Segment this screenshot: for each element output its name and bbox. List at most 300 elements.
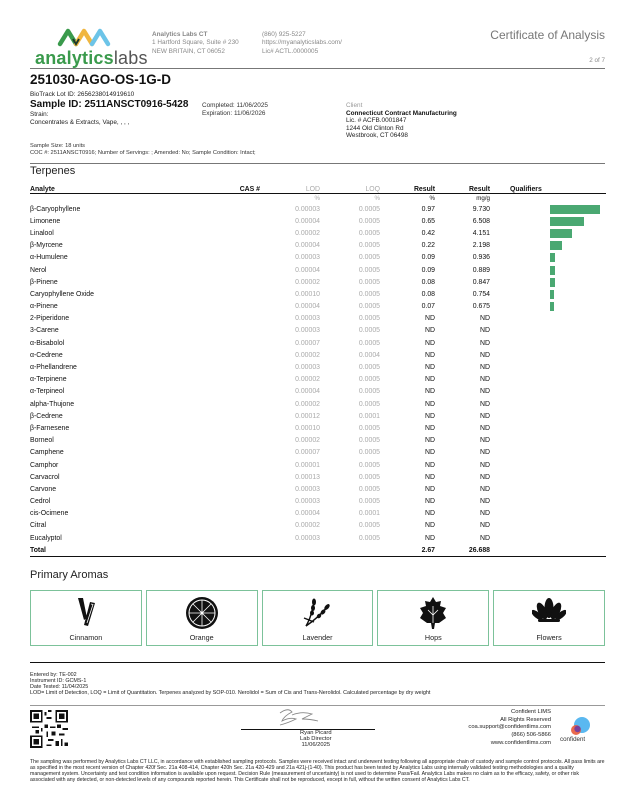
loq-value: 0.0005 <box>358 229 380 237</box>
analyte-name: α-Bisabolol <box>30 339 65 347</box>
analyte-name: α-Humulene <box>30 254 68 262</box>
entered-by: Entered by: TE-002 <box>30 672 77 678</box>
cas-number <box>210 532 260 544</box>
col-qualifiers: Qualifiers <box>490 182 606 193</box>
loq-value: 0.0005 <box>358 473 380 481</box>
cas-number <box>210 276 260 288</box>
total-mg: 26.688 <box>435 544 490 556</box>
result-pct: 0.09 <box>421 266 435 274</box>
result-mg: ND <box>480 315 490 323</box>
result-mg: ND <box>480 339 490 347</box>
aroma-label: Lavender <box>302 633 333 642</box>
signer-title: Lab Director <box>300 736 332 743</box>
table-row <box>30 227 606 239</box>
instrument-id: Instrument ID: GCMS-1 <box>30 678 87 685</box>
cas-number <box>210 398 260 410</box>
analyte-name: 2-Piperidone <box>30 315 70 323</box>
aroma-card-hops <box>377 590 489 646</box>
table-row <box>30 325 606 337</box>
loq-value: 0.0005 <box>358 437 380 445</box>
loq-value: 0.0004 <box>358 351 380 359</box>
table-row <box>30 459 606 471</box>
cas-number <box>210 459 260 471</box>
loq-value: 0.0005 <box>358 327 380 335</box>
cas-number <box>210 227 260 239</box>
table-row <box>30 276 606 288</box>
qualifier-cell <box>490 276 606 288</box>
lab-phone: (860) 925-5227 <box>262 31 306 38</box>
result-mg: ND <box>480 351 490 359</box>
loq-value: 0.0005 <box>358 376 380 384</box>
table-row <box>30 496 606 508</box>
qualifier-cell <box>490 459 606 471</box>
biotrack-lot-id: BioTrack Lot ID: 2656238014919610 <box>30 91 135 98</box>
lavender-icon <box>300 596 334 628</box>
result-pct: ND <box>425 485 435 493</box>
lod-value: 0.00003 <box>295 534 320 542</box>
loq-value: 0.0005 <box>358 278 380 286</box>
date-tested: Date Tested: 11/04/2025 <box>30 684 89 691</box>
col-loq: LOQ <box>320 182 380 193</box>
lod-value: 0.00004 <box>295 266 320 274</box>
qualifier-cell <box>490 520 606 532</box>
lab-address-2: NEW BRITAIN, CT 06052 <box>152 47 225 55</box>
loq-value: 0.0001 <box>358 510 380 518</box>
result-pct: ND <box>425 473 435 481</box>
signer-block <box>300 730 332 748</box>
lod-value: 0.00001 <box>295 461 320 469</box>
qualifier-cell <box>490 264 606 276</box>
lod-value: 0.00004 <box>295 510 320 518</box>
result-pct: ND <box>425 388 435 396</box>
loq-value: 0.0005 <box>358 388 380 396</box>
lims-info <box>468 709 551 748</box>
result-mg: ND <box>480 376 490 384</box>
result-mg: ND <box>480 400 490 408</box>
result-mg: ND <box>480 327 490 335</box>
loq-value: 0.0005 <box>358 424 380 432</box>
total-pct: 2.67 <box>380 544 435 556</box>
analyte-name: Carvone <box>30 485 57 493</box>
aroma-card-lavender <box>262 590 374 646</box>
qualifier-cell <box>490 240 606 252</box>
loq-value: 0.0005 <box>358 534 380 542</box>
unit-lod: % <box>314 194 320 202</box>
client-address-2: Westbrook, CT 06498 <box>346 132 408 139</box>
loq-value: 0.0005 <box>358 205 380 213</box>
result-pct: 0.08 <box>421 278 435 286</box>
lab-website-link[interactable]: https://myanalyticslabs.com/ <box>262 39 342 47</box>
loq-value: 0.0005 <box>358 339 380 347</box>
analyte-name: α-Terpinene <box>30 376 67 384</box>
col-result-mg: Result <box>435 182 490 193</box>
unit-result-mg: mg/g <box>476 194 490 202</box>
table-row <box>30 374 606 386</box>
lab-info <box>152 31 239 56</box>
table-row <box>30 203 606 215</box>
flowers-icon <box>532 596 566 624</box>
cas-number <box>210 252 260 264</box>
cas-number <box>210 349 260 361</box>
total-lod <box>260 544 320 556</box>
aroma-label: Flowers <box>536 633 562 642</box>
col-analyte: Analyte <box>30 182 210 193</box>
qualifier-cell <box>490 508 606 520</box>
analyte-name: Linalool <box>30 229 54 237</box>
total-cas <box>210 544 260 556</box>
lod-value: 0.00004 <box>295 388 320 396</box>
result-mg: 2.198 <box>472 242 490 250</box>
analyte-name: β-Pinene <box>30 278 58 286</box>
product-category: Concentrates & Extracts, Vape, , , , <box>30 119 130 127</box>
analyte-name: β-Caryophyllene <box>30 205 81 213</box>
analyte-name: α-Phellandrene <box>30 364 77 372</box>
qualifier-cell <box>490 422 606 434</box>
lod-value: 0.00007 <box>295 449 320 457</box>
confident-logo-text: confident <box>560 736 586 743</box>
logo-waves-icon <box>56 26 116 48</box>
qr-code-icon[interactable] <box>30 710 68 748</box>
result-mg: ND <box>480 461 490 469</box>
lod-loq-legend: LOD= Limit of Detection, LOQ = Limit of Quantitation. Terpenes analyzed by SOP-010. Nerolidol = Sum of Cis and Trans-Nerolidol. Calculated percentage by dry weight <box>30 690 431 697</box>
signer-name: Ryan Picard <box>300 730 332 736</box>
qualifier-cell <box>490 203 606 215</box>
loq-value: 0.0005 <box>358 461 380 469</box>
result-pct: 0.09 <box>421 254 435 262</box>
result-pct: 0.97 <box>421 205 435 213</box>
lod-value: 0.00003 <box>295 315 320 323</box>
cas-number <box>210 240 260 252</box>
table-row <box>30 301 606 313</box>
aroma-label: Orange <box>189 633 214 642</box>
aroma-label: Hops <box>424 633 442 642</box>
client-name: Connecticut Contract Manufacturing <box>346 109 457 117</box>
cas-number <box>210 215 260 227</box>
table-row <box>30 447 606 459</box>
analyte-name: cis-Ocimene <box>30 510 69 518</box>
result-mg: 6.508 <box>472 217 490 225</box>
hops-icon <box>419 596 447 630</box>
table-row <box>30 252 606 264</box>
lims-website-link[interactable]: www.confidentlims.com <box>490 739 551 746</box>
qualifier-cell <box>490 447 606 459</box>
table-row <box>30 386 606 398</box>
total-label: Total <box>30 544 210 556</box>
total-loq <box>320 544 380 556</box>
cas-number <box>210 520 260 532</box>
lod-value: 0.00003 <box>295 254 320 262</box>
analyte-name: Borneol <box>30 437 54 445</box>
analyte-name: Carvacrol <box>30 473 60 481</box>
qualifier-cell <box>490 325 606 337</box>
aroma-card-flowers <box>493 590 605 646</box>
lod-value: 0.00007 <box>295 339 320 347</box>
lod-value: 0.00002 <box>295 376 320 384</box>
client-info <box>346 102 457 140</box>
loq-value: 0.0005 <box>358 485 380 493</box>
result-mg: 0.889 <box>472 266 490 274</box>
units-row <box>30 193 606 203</box>
header-divider <box>30 68 605 69</box>
lod-value: 0.00003 <box>295 485 320 493</box>
analyte-name: alpha-Thujone <box>30 400 75 408</box>
lod-value: 0.00003 <box>295 327 320 335</box>
cas-number <box>210 301 260 313</box>
total-row <box>30 544 606 556</box>
lod-value: 0.00012 <box>295 412 320 420</box>
result-mg: 0.847 <box>472 278 490 286</box>
analyte-name: β-Myrcene <box>30 242 63 250</box>
lod-value: 0.00004 <box>295 303 320 311</box>
analyte-name: Camphene <box>30 449 64 457</box>
result-pct: 0.22 <box>421 242 435 250</box>
result-bar <box>550 241 562 250</box>
qualifier-cell <box>490 349 606 361</box>
loq-value: 0.0005 <box>358 400 380 408</box>
result-bar <box>550 290 554 299</box>
cas-number <box>210 410 260 422</box>
table-row <box>30 435 606 447</box>
logo-text-labs: labs <box>113 48 148 68</box>
result-pct: ND <box>425 534 435 542</box>
analyte-name: Camphor <box>30 461 59 469</box>
table-row <box>30 337 606 349</box>
table-header-row <box>30 182 606 193</box>
aroma-card-cinnamon <box>30 590 142 646</box>
qualifier-cell <box>490 374 606 386</box>
aromas-list <box>30 590 605 646</box>
qualifier-cell <box>490 313 606 325</box>
qualifier-cell <box>490 496 606 508</box>
table-row <box>30 508 606 520</box>
result-mg: ND <box>480 534 490 542</box>
col-cas: CAS # <box>210 182 260 193</box>
lod-value: 0.00004 <box>295 242 320 250</box>
analyte-name: β-Cedrene <box>30 412 63 420</box>
analyte-name: Eucalyptol <box>30 534 62 542</box>
lod-value: 0.00002 <box>295 278 320 286</box>
result-mg: 0.936 <box>472 254 490 262</box>
qualifier-cell <box>490 252 606 264</box>
result-pct: ND <box>425 376 435 384</box>
analyte-name: Limonene <box>30 217 61 225</box>
analyte-name: α-Cedrene <box>30 351 63 359</box>
footer-notes <box>30 672 430 696</box>
section-divider <box>30 163 605 164</box>
result-pct: ND <box>425 400 435 408</box>
sample-size: Sample Size: 18 units <box>30 143 86 149</box>
confident-logo-icon <box>564 716 594 738</box>
signature-icon <box>240 707 325 729</box>
table-row <box>30 264 606 276</box>
qualifier-cell <box>490 215 606 227</box>
analytics-labs-logo <box>30 26 148 70</box>
result-pct: ND <box>425 339 435 347</box>
loq-value: 0.0005 <box>358 217 380 225</box>
client-license: Lic. # ACFB.0001847 <box>346 117 407 124</box>
analyte-name: α-Pinene <box>30 303 58 311</box>
cas-number <box>210 447 260 459</box>
result-bar <box>550 302 554 311</box>
table-row <box>30 313 606 325</box>
result-pct: ND <box>425 351 435 359</box>
aromas-title: Primary Aromas <box>30 569 109 581</box>
lab-address-1: 1 Hartford Square, Suite # 230 <box>152 39 239 47</box>
result-pct: ND <box>425 461 435 469</box>
loq-value: 0.0005 <box>358 364 380 372</box>
table-row <box>30 349 606 361</box>
qualifier-cell <box>490 227 606 239</box>
result-pct: ND <box>425 522 435 530</box>
coc-info: COC #: 2511ANSCT0916; Number of Servings: ; Amended: No; Sample Condition: Intact; <box>30 150 256 156</box>
unit-loq: % <box>374 194 380 202</box>
loq-value: 0.0005 <box>358 498 380 506</box>
result-pct: ND <box>425 424 435 432</box>
sample-meta <box>30 143 256 157</box>
qualifier-cell <box>490 398 606 410</box>
result-mg: ND <box>480 473 490 481</box>
qualifier-cell <box>490 288 606 300</box>
qualifier-cell <box>490 435 606 447</box>
terpenes-table <box>30 182 606 557</box>
result-mg: 0.675 <box>472 303 490 311</box>
result-mg: ND <box>480 424 490 432</box>
result-pct: 0.07 <box>421 303 435 311</box>
qualifier-cell <box>490 532 606 544</box>
table-row <box>30 532 606 544</box>
lims-rights: All Rights Reserved <box>500 716 551 723</box>
result-pct: 0.65 <box>421 217 435 225</box>
lod-value: 0.00003 <box>295 498 320 506</box>
result-bar <box>550 205 600 214</box>
cas-number <box>210 337 260 349</box>
lims-name: Confident LIMS <box>511 709 551 715</box>
cas-number <box>210 483 260 495</box>
legal-disclaimer: The sampling was performed by Analytics Labs CT LLC, in accordance with established sampling protocols. Samples were received intact and underwent testing following all appropriate chain of custody and sample control protocols. All pass limits are as specified in the most recent version of Chapter 420f Sec. 21a 408-414, Chapter 420h Sec. 21a 420-429 and 21a 421j-(1-40). This product has been tested by Analytics Labs using internally validated testing methodologies and a quality management system. Uncertainty and test condition information is available upon request. Decision Rule (measurement of uncertainty) is not used to determine Pass/Fail. Analytics Labs makes no claim as to the efficacy, safety, or other risk associated with any detected, or non-detected levels of any compounds reported herein. This Certificate shall not be reproduced, except in full, without the written consent of Analytics Labs CT. <box>30 759 605 783</box>
result-pct: ND <box>425 364 435 372</box>
cas-number <box>210 496 260 508</box>
lod-value: 0.00010 <box>295 424 320 432</box>
result-mg: ND <box>480 437 490 445</box>
loq-value: 0.0005 <box>358 242 380 250</box>
loq-value: 0.0005 <box>358 315 380 323</box>
cas-number <box>210 435 260 447</box>
table-row <box>30 422 606 434</box>
result-pct: 0.42 <box>421 229 435 237</box>
lod-value: 0.00013 <box>295 473 320 481</box>
result-mg: ND <box>480 412 490 420</box>
result-mg: ND <box>480 522 490 530</box>
loq-value: 0.0005 <box>358 522 380 530</box>
document-title: Certificate of Analysis <box>490 28 605 42</box>
analyte-name: 3-Carene <box>30 327 59 335</box>
cas-number <box>210 508 260 520</box>
analyte-name: Nerol <box>30 266 47 274</box>
orange-icon <box>185 596 219 630</box>
strain-info <box>30 111 129 127</box>
result-bar <box>550 229 572 238</box>
analyte-name: Citral <box>30 522 47 530</box>
client-address-1: 1244 Old Clinton Rd <box>346 124 404 132</box>
cas-number <box>210 374 260 386</box>
qualifier-cell <box>490 471 606 483</box>
result-mg: ND <box>480 388 490 396</box>
lod-value: 0.00002 <box>295 437 320 445</box>
terpenes-title: Terpenes <box>30 165 76 177</box>
table-row <box>30 361 606 373</box>
result-mg: ND <box>480 485 490 493</box>
cas-number <box>210 313 260 325</box>
lod-value: 0.00002 <box>295 522 320 530</box>
result-pct: ND <box>425 498 435 506</box>
unit-result-pct: % <box>429 194 435 202</box>
result-mg: 0.754 <box>472 290 490 298</box>
lims-email-link[interactable]: coa.support@confidentlims.com <box>468 724 551 731</box>
loq-value: 0.0005 <box>358 449 380 457</box>
result-bar <box>550 266 555 275</box>
client-label: Client <box>346 102 363 109</box>
lod-value: 0.00004 <box>295 217 320 225</box>
cas-number <box>210 288 260 300</box>
cas-number <box>210 386 260 398</box>
lab-contact <box>262 31 342 56</box>
strain-label: Strain: <box>30 111 49 118</box>
loq-value: 0.0005 <box>358 303 380 311</box>
lod-value: 0.00002 <box>295 229 320 237</box>
loq-value: 0.0005 <box>358 266 380 274</box>
qualifier-cell <box>490 361 606 373</box>
cas-number <box>210 325 260 337</box>
result-pct: ND <box>425 437 435 445</box>
cas-number <box>210 203 260 215</box>
cas-number <box>210 264 260 276</box>
result-bar <box>550 217 584 226</box>
result-mg: ND <box>480 510 490 518</box>
footer-divider <box>30 662 605 663</box>
col-lod: LOD <box>260 182 320 193</box>
qualifier-cell <box>490 483 606 495</box>
cas-number <box>210 471 260 483</box>
result-bar <box>550 253 555 262</box>
lod-value: 0.00003 <box>295 364 320 372</box>
result-pct: 0.08 <box>421 290 435 298</box>
result-mg: ND <box>480 449 490 457</box>
table-row <box>30 483 606 495</box>
table-row <box>30 288 606 300</box>
table-row <box>30 471 606 483</box>
cinnamon-icon <box>74 596 98 628</box>
batch-id: 251030-AGO-OS-1G-D <box>30 72 172 87</box>
qualifier-cell <box>490 301 606 313</box>
aroma-label: Cinnamon <box>69 633 103 642</box>
cas-number <box>210 361 260 373</box>
lod-value: 0.00002 <box>295 351 320 359</box>
footer-divider-2 <box>30 705 605 706</box>
sample-id: Sample ID: 2511ANSCT0916-5428 <box>30 99 189 110</box>
result-mg: ND <box>480 364 490 372</box>
completed-date: Completed: 11/06/2025 <box>202 102 268 109</box>
col-result-pct: Result <box>380 182 435 193</box>
loq-value: 0.0005 <box>358 254 380 262</box>
cas-number <box>210 422 260 434</box>
result-pct: ND <box>425 315 435 323</box>
result-mg: 9.730 <box>472 205 490 213</box>
qualifier-cell <box>490 386 606 398</box>
page-number: 2 of 7 <box>589 57 605 64</box>
result-bar <box>550 278 555 287</box>
logo-text-analytics: analytics <box>35 48 114 68</box>
expiration-date: Expiration: 11/06/2026 <box>202 110 266 118</box>
